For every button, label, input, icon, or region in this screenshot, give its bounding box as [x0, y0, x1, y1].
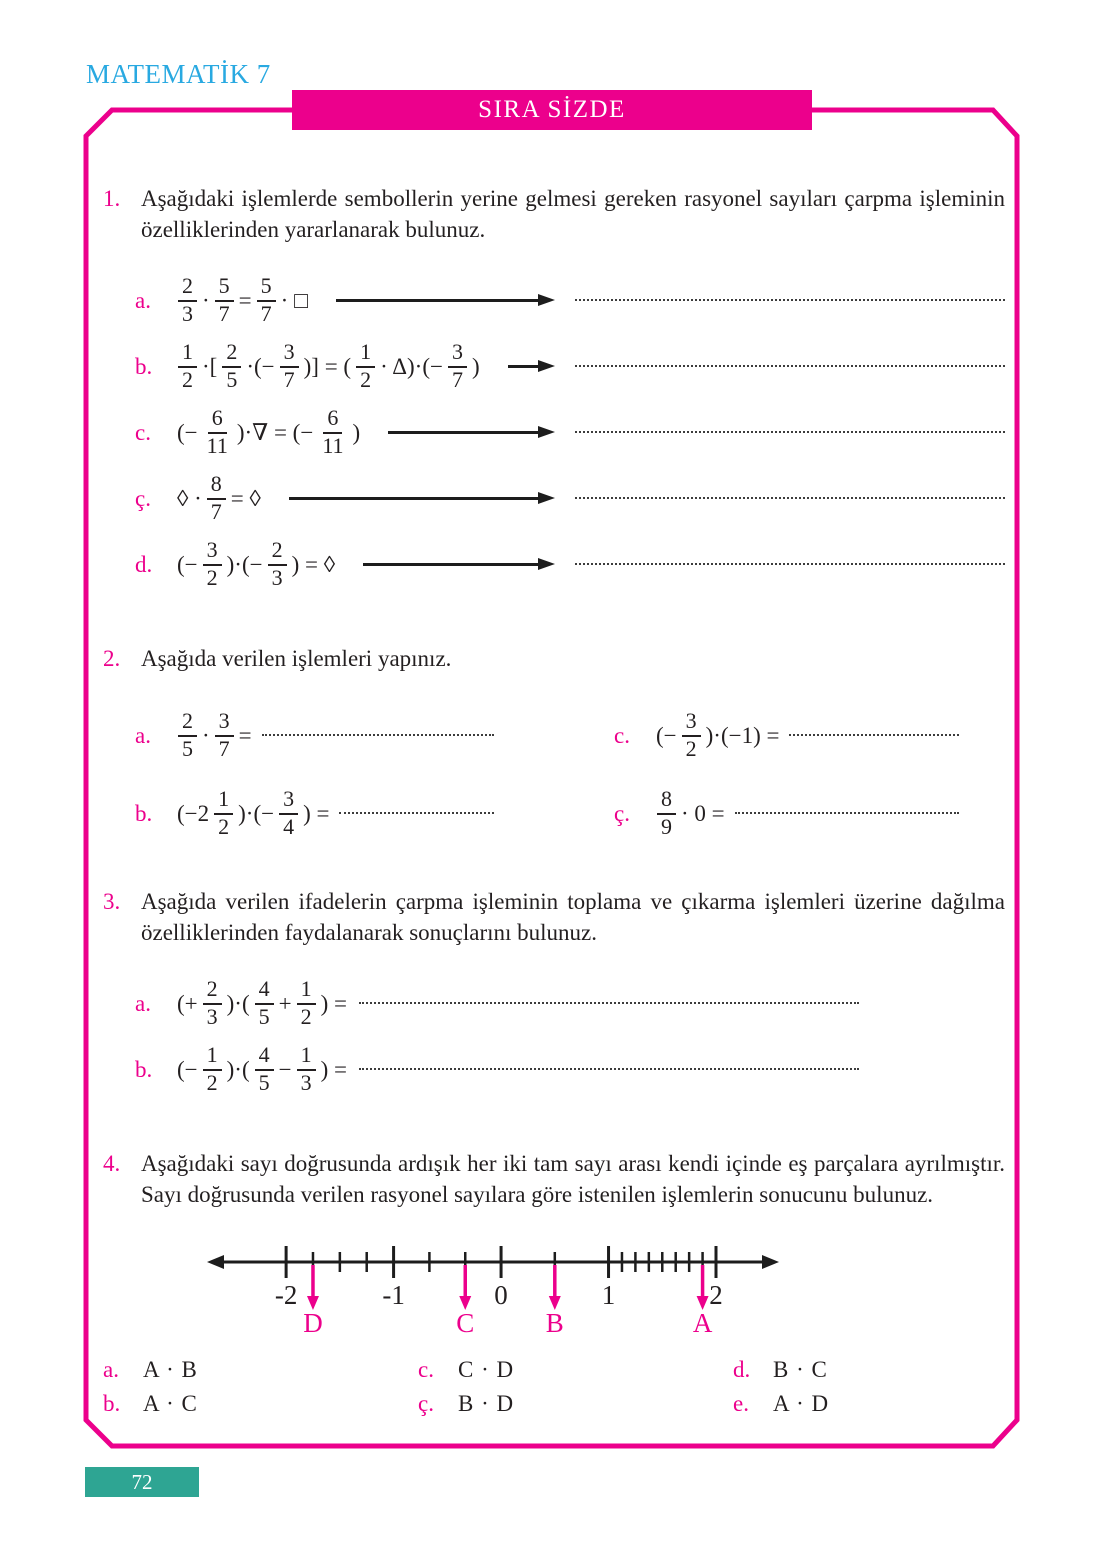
question-4-header [103, 1148, 1005, 1210]
item-label: a. [135, 287, 151, 313]
list-item [614, 778, 1005, 848]
fraction-denominator: 7 [260, 300, 272, 326]
math-text: (− [177, 419, 198, 445]
math-text: ) [471, 353, 480, 379]
fraction-denominator: 11 [206, 432, 228, 458]
option-expression: A · D [773, 1390, 830, 1416]
answer-line[interactable] [575, 365, 1005, 367]
math-text: − [278, 1056, 292, 1082]
question-4-options [103, 1352, 1005, 1420]
math-text: )·(−1) = [705, 722, 780, 748]
arrow-shaft [388, 431, 538, 434]
list-item [103, 533, 1005, 595]
tick-label: 2 [709, 1280, 723, 1311]
fraction [255, 1043, 274, 1095]
arrow-icon [508, 360, 555, 372]
fraction [297, 1043, 316, 1095]
math-text: (− [177, 1056, 198, 1082]
tick-label: 1 [601, 1280, 616, 1311]
fraction-denominator: 7 [218, 300, 230, 326]
question-3-header [103, 886, 1005, 948]
math-text: (− [656, 722, 677, 748]
arrow-head-icon [538, 492, 555, 504]
math-expression [654, 709, 781, 761]
fraction [222, 340, 241, 392]
fraction-numerator: 8 [207, 472, 226, 500]
list-item [103, 467, 1005, 529]
axis-right-arrow-icon [762, 1255, 779, 1269]
fraction [203, 977, 222, 1029]
fraction-numerator: 2 [203, 977, 222, 1005]
arrow-head-icon [538, 360, 555, 372]
math-text: ·(− [246, 353, 275, 379]
item-label: ç. [614, 800, 630, 826]
math-text: · [202, 722, 210, 748]
fraction-denominator: 2 [206, 564, 218, 590]
fraction [657, 787, 676, 839]
item-label: d. [733, 1356, 751, 1382]
option-item [103, 1386, 418, 1420]
fraction [280, 340, 299, 392]
fraction-denominator: 3 [300, 1069, 312, 1095]
question-1-items [103, 269, 1005, 595]
fraction-denominator: 5 [258, 1069, 270, 1095]
answer-line[interactable] [789, 734, 959, 736]
fraction [318, 406, 347, 458]
math-text: )·( [226, 990, 250, 1016]
fraction [214, 787, 233, 839]
arrow-icon [336, 294, 555, 306]
question-text: Aşağıdaki işlemlerde sembollerin yerine gelmesi gereken rasyonel sayıları çarpma işleminin özelliklerinden yararlanarak bulunuz. [141, 186, 1005, 243]
options-column [103, 1352, 418, 1420]
answer-line[interactable] [575, 563, 1005, 565]
fraction [268, 538, 287, 590]
question-text: Aşağıda verilen ifadelerin çarpma işleminin toplama ve çıkarma işlemleri üzerine dağılma özelliklerinden faydalanarak sonuçlarını bulunuz. [141, 889, 1005, 946]
option-item [418, 1352, 733, 1386]
item-label: c. [614, 722, 630, 748]
option-item [418, 1386, 733, 1420]
math-expression [175, 472, 263, 524]
question-text: Aşağıda verilen işlemleri yapınız. [141, 646, 452, 672]
item-label: e. [733, 1390, 749, 1416]
fraction-denominator: 7 [283, 366, 295, 392]
arrow-shaft [363, 563, 538, 566]
list-item [103, 401, 1005, 463]
number-line-container [203, 1232, 783, 1344]
fraction-denominator: 2 [685, 735, 697, 761]
section-banner: SIRA SİZDE [292, 90, 812, 130]
question-3-items [103, 972, 1005, 1100]
arrow-head-icon [538, 558, 555, 570]
fraction-numerator: 6 [323, 406, 342, 434]
math-text: )·(− [226, 551, 263, 577]
tick-label: -2 [274, 1280, 298, 1311]
answer-line[interactable] [735, 812, 959, 814]
fraction [178, 340, 197, 392]
fraction-numerator: 2 [268, 538, 287, 566]
fraction [215, 709, 234, 761]
math-text: · Δ)·(− [380, 353, 443, 379]
fraction-numerator: 1 [297, 1043, 316, 1071]
fraction-denominator: 7 [218, 735, 230, 761]
math-text: ·[ [202, 353, 218, 379]
fraction-numerator: 1 [297, 977, 316, 1005]
fraction [279, 787, 298, 839]
tick-label: 0 [494, 1280, 508, 1311]
math-expression [175, 787, 331, 839]
fraction-numerator: 2 [178, 274, 197, 302]
option-item [733, 1386, 1005, 1420]
fraction-numerator: 3 [215, 709, 234, 737]
fraction-numerator: 1 [178, 340, 197, 368]
item-label: a. [103, 1356, 119, 1382]
fraction [207, 472, 226, 524]
fraction [178, 274, 197, 326]
item-label: b. [135, 1056, 153, 1082]
list-item [103, 700, 494, 770]
math-expression [175, 538, 337, 590]
question-1-header [103, 183, 1005, 245]
marker-letter-B: B [545, 1308, 564, 1337]
fraction [682, 709, 701, 761]
fraction-denominator: 2 [300, 1003, 312, 1029]
arrow-icon [363, 558, 555, 570]
fraction-numerator: 3 [203, 538, 222, 566]
fraction-denominator: 2 [360, 366, 372, 392]
item-label: a. [135, 990, 151, 1016]
list-item [614, 700, 1005, 770]
fraction-denominator: 9 [661, 813, 672, 839]
fraction-numerator: 8 [657, 787, 676, 815]
fraction [178, 709, 197, 761]
page-number-badge: 72 [85, 1467, 199, 1497]
arrow-head-icon [538, 294, 555, 306]
math-text: ) [352, 419, 361, 445]
math-text: )] = ( [303, 353, 352, 379]
math-text: (−2 [177, 800, 210, 826]
arrow-shaft [289, 497, 538, 500]
arrow-shaft [336, 299, 538, 302]
page-content [103, 183, 1005, 1420]
fraction [215, 274, 234, 326]
math-expression [175, 340, 482, 392]
math-expression [175, 709, 254, 761]
item-label: c. [418, 1356, 434, 1382]
item-label: ç. [135, 485, 151, 511]
item-label: c. [135, 419, 151, 445]
math-text: )·( [226, 1056, 250, 1082]
fraction-numerator: 5 [257, 274, 276, 302]
list-item [103, 269, 1005, 331]
fraction [257, 274, 276, 326]
math-text: = ◊ [230, 485, 261, 511]
fraction-numerator: 1 [356, 340, 375, 368]
item-label: d. [135, 551, 153, 577]
fraction-numerator: 3 [279, 787, 298, 815]
math-text: · □ [280, 287, 308, 313]
arrow-icon [388, 426, 555, 438]
list-item [103, 335, 1005, 397]
math-text: = [238, 722, 252, 748]
fraction [356, 340, 375, 392]
fraction-numerator: 4 [255, 977, 274, 1005]
math-text: )·∇ = (− [236, 419, 314, 445]
fraction-numerator: 2 [178, 709, 197, 737]
question-2-items [103, 696, 1005, 852]
question-number: 4. [103, 1151, 121, 1177]
arrow-shaft [508, 365, 538, 368]
fraction [203, 538, 222, 590]
math-text: ) = [320, 990, 347, 1016]
fraction-denominator: 7 [451, 366, 463, 392]
page-title: MATEMATİK 7 [86, 59, 271, 89]
math-text: + [278, 990, 292, 1016]
item-label: b. [135, 800, 153, 826]
option-item [103, 1352, 418, 1386]
axis-left-arrow-icon [207, 1255, 224, 1269]
math-text: · 0 = [681, 800, 725, 826]
option-expression: B · D [458, 1390, 515, 1416]
option-item [733, 1352, 1005, 1386]
fraction [255, 977, 274, 1029]
math-text: ) = [303, 800, 330, 826]
item-label: a. [135, 722, 151, 748]
fraction-numerator: 1 [203, 1043, 222, 1071]
answer-line[interactable] [262, 734, 494, 736]
item-label: b. [103, 1390, 121, 1416]
fraction-denominator: 5 [226, 366, 238, 392]
arrow-icon [289, 492, 555, 504]
math-text: (+ [177, 990, 198, 1016]
math-expression [175, 274, 310, 326]
fraction-numerator: 4 [255, 1043, 274, 1071]
marker-letter-C: C [456, 1308, 475, 1337]
fraction-denominator: 5 [182, 735, 193, 761]
item-label: ç. [418, 1390, 434, 1416]
fraction-denominator: 3 [271, 564, 283, 590]
question-number: 1. [103, 186, 121, 211]
math-text: (− [177, 551, 198, 577]
list-item [103, 778, 494, 848]
list-item [103, 972, 1005, 1034]
fraction-numerator: 3 [280, 340, 299, 368]
math-text: )·(− [238, 800, 275, 826]
options-column [733, 1352, 1005, 1420]
math-expression [175, 406, 362, 458]
math-expression [654, 787, 727, 839]
question-number: 3. [103, 889, 121, 915]
list-item [103, 1038, 1005, 1100]
fraction-denominator: 2 [218, 813, 230, 839]
answer-line[interactable] [575, 431, 1005, 433]
arrow-head-icon [538, 426, 555, 438]
option-expression: B · C [773, 1356, 828, 1382]
question-2-header [103, 643, 1005, 674]
math-text: = [238, 287, 252, 313]
fraction-denominator: 3 [206, 1003, 218, 1029]
math-expression [175, 1043, 349, 1095]
fraction-denominator: 3 [182, 300, 193, 326]
fraction-denominator: 5 [258, 1003, 270, 1029]
fraction-numerator: 1 [214, 787, 233, 815]
option-expression: A · C [143, 1390, 198, 1416]
answer-line[interactable] [339, 812, 494, 814]
marker-letter-A: A [692, 1308, 713, 1337]
fraction [203, 1043, 222, 1095]
fraction-denominator: 11 [322, 432, 344, 458]
fraction-numerator: 2 [222, 340, 241, 368]
answer-line[interactable] [359, 1002, 859, 1004]
number-line [203, 1232, 783, 1336]
fraction-numerator: 3 [448, 340, 467, 368]
fraction [203, 406, 232, 458]
fraction-denominator: 2 [206, 1069, 218, 1095]
question-number: 2. [103, 646, 121, 672]
fraction [297, 977, 316, 1029]
option-expression: C · D [458, 1356, 515, 1382]
math-text: ) = ◊ [291, 551, 336, 577]
math-expression [175, 977, 349, 1029]
fraction-numerator: 3 [682, 709, 701, 737]
math-text: · [202, 287, 210, 313]
fraction [448, 340, 467, 392]
fraction-numerator: 5 [215, 274, 234, 302]
math-text: ◊ · [177, 485, 202, 511]
answer-line[interactable] [359, 1068, 859, 1070]
math-text: ) = [320, 1056, 347, 1082]
fraction-denominator: 4 [283, 813, 295, 839]
fraction-numerator: 6 [208, 406, 227, 434]
item-label: b. [135, 353, 153, 379]
question-text: Aşağıdaki sayı doğrusunda ardışık her iki tam sayı arası kendi içinde eş parçalara ayrılmıştır. Sayı doğrusunda verilen rasyonel sayılara göre istenilen işlemlerin sonucunu bulunuz. [141, 1151, 1005, 1208]
options-column [418, 1352, 733, 1420]
answer-line[interactable] [575, 299, 1005, 301]
fraction-denominator: 2 [182, 366, 193, 392]
marker-letter-D: D [303, 1308, 323, 1337]
option-expression: A · B [143, 1356, 198, 1382]
tick-label: -1 [382, 1280, 405, 1311]
fraction-denominator: 7 [210, 498, 222, 524]
answer-line[interactable] [575, 497, 1005, 499]
